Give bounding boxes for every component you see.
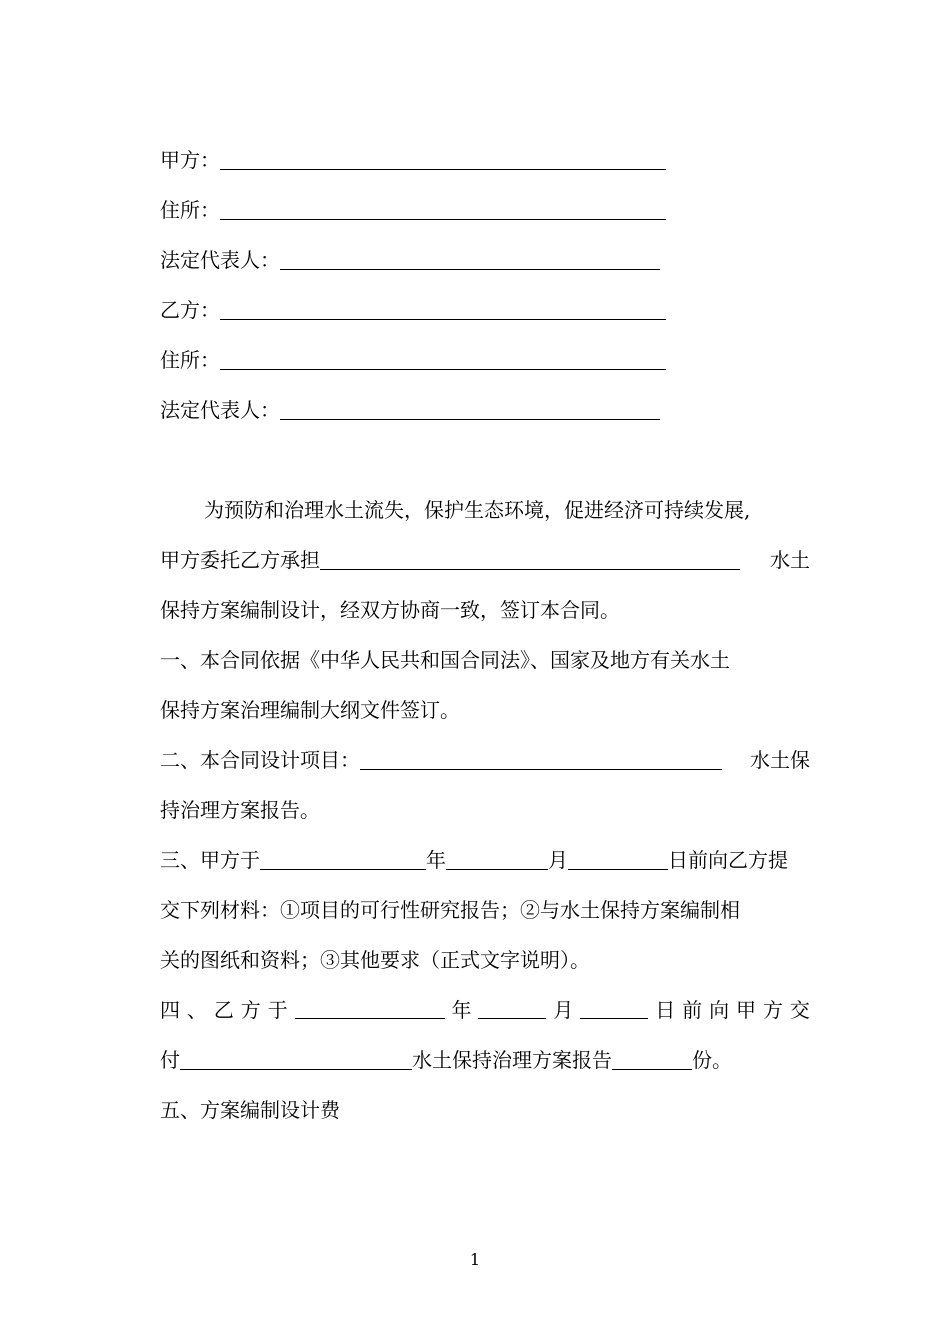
clause4-char: 向	[709, 998, 730, 1022]
clause3-year-label: 年	[426, 848, 446, 872]
party-b-rep-field	[160, 396, 660, 424]
party-b-address-field	[160, 346, 666, 374]
party-b-blank[interactable]	[220, 297, 666, 320]
clause4-line-1	[160, 996, 810, 1024]
clause4-char: 方	[762, 998, 783, 1022]
clause1-line-2: 保持方案治理编制大纲文件签订。	[160, 698, 460, 722]
clause3-line-1	[160, 846, 788, 874]
party-b-address-label: 住所：	[160, 348, 220, 372]
clause3-year-blank[interactable]	[260, 847, 426, 870]
clause2-line-1-a: 二、本合同设计项目：	[160, 748, 360, 772]
clause4-char: 乙	[213, 998, 234, 1022]
clause3-line-1-a: 三、甲方于	[160, 848, 260, 872]
clause4-month-label: 月	[553, 998, 574, 1022]
party-b-address-blank[interactable]	[220, 347, 666, 370]
clause4-month-blank[interactable]	[478, 996, 546, 1019]
clause4-char: 于	[267, 998, 288, 1022]
party-a-address-blank[interactable]	[220, 197, 666, 220]
party-b-rep-blank[interactable]	[280, 397, 660, 420]
party-b-rep-label: 法定代表人：	[160, 398, 280, 422]
intro-line-2	[160, 546, 810, 574]
intro-line-3: 保持方案编制设计，经双方协商一致，签订本合同。	[160, 598, 620, 622]
clause4-line-2-a: 付	[160, 1048, 180, 1072]
intro-line-2-a: 甲方委托乙方承担	[160, 548, 320, 572]
party-a-rep-blank[interactable]	[280, 247, 660, 270]
copies-blank[interactable]	[612, 1047, 692, 1070]
clause4-char: 前	[682, 998, 703, 1022]
clause4-line-2-b: 水土保持治理方案报告	[412, 1048, 612, 1072]
clause4-char: 、	[186, 998, 207, 1022]
party-a-address-field	[160, 196, 666, 224]
clause4-year-label: 年	[451, 998, 472, 1022]
clause3-day-blank[interactable]	[568, 847, 668, 870]
clause3-line-3: 关的图纸和资料；③其他要求（正式文字说明）。	[160, 948, 590, 972]
clause5-line-1: 五、方案编制设计费	[160, 1098, 340, 1122]
clause4-year-blank[interactable]	[295, 996, 445, 1019]
party-a-label: 甲方：	[160, 148, 220, 172]
party-a-rep-label: 法定代表人：	[160, 248, 280, 272]
clause1-line-1: 一、本合同依据《中华人民共和国合同法》、国家及地方有关水土	[160, 648, 730, 672]
clause2-line-2: 持治理方案报告。	[160, 798, 320, 822]
clause3-month-label: 月	[548, 848, 568, 872]
report-name-blank[interactable]	[180, 1047, 412, 1070]
party-a-field	[160, 146, 666, 174]
intro-line-2-b: 水土	[770, 548, 810, 572]
clause4-char: 甲	[735, 998, 756, 1022]
design-project-blank[interactable]	[360, 747, 722, 770]
clause2-line-1	[160, 746, 810, 774]
clause4-char: 方	[240, 998, 261, 1022]
party-a-address-label: 住所：	[160, 198, 220, 222]
party-a-rep-field	[160, 246, 660, 274]
clause4-line-2-c: 份。	[692, 1048, 732, 1072]
clause4-char: 日	[655, 998, 676, 1022]
clause3-month-blank[interactable]	[446, 847, 548, 870]
clause2-line-1-b: 水土保	[750, 748, 810, 772]
party-b-label: 乙方：	[160, 298, 220, 322]
party-b-field	[160, 296, 666, 324]
party-a-blank[interactable]	[220, 147, 666, 170]
clause4-char: 交	[789, 998, 810, 1022]
clause3-line-1-b: 日前向乙方提	[668, 848, 788, 872]
project-name-blank[interactable]	[320, 547, 740, 570]
clause4-char: 四	[160, 998, 180, 1022]
clause4-day-blank[interactable]	[580, 996, 648, 1019]
clause4-line-2	[160, 1046, 732, 1074]
page-number: 1	[469, 1250, 481, 1269]
intro-line-1: 为预防和治理水土流失，保护生态环境，促进经济可持续发展,	[204, 498, 751, 522]
clause3-line-2: 交下列材料：①项目的可行性研究报告；②与水土保持方案编制相	[160, 898, 740, 922]
